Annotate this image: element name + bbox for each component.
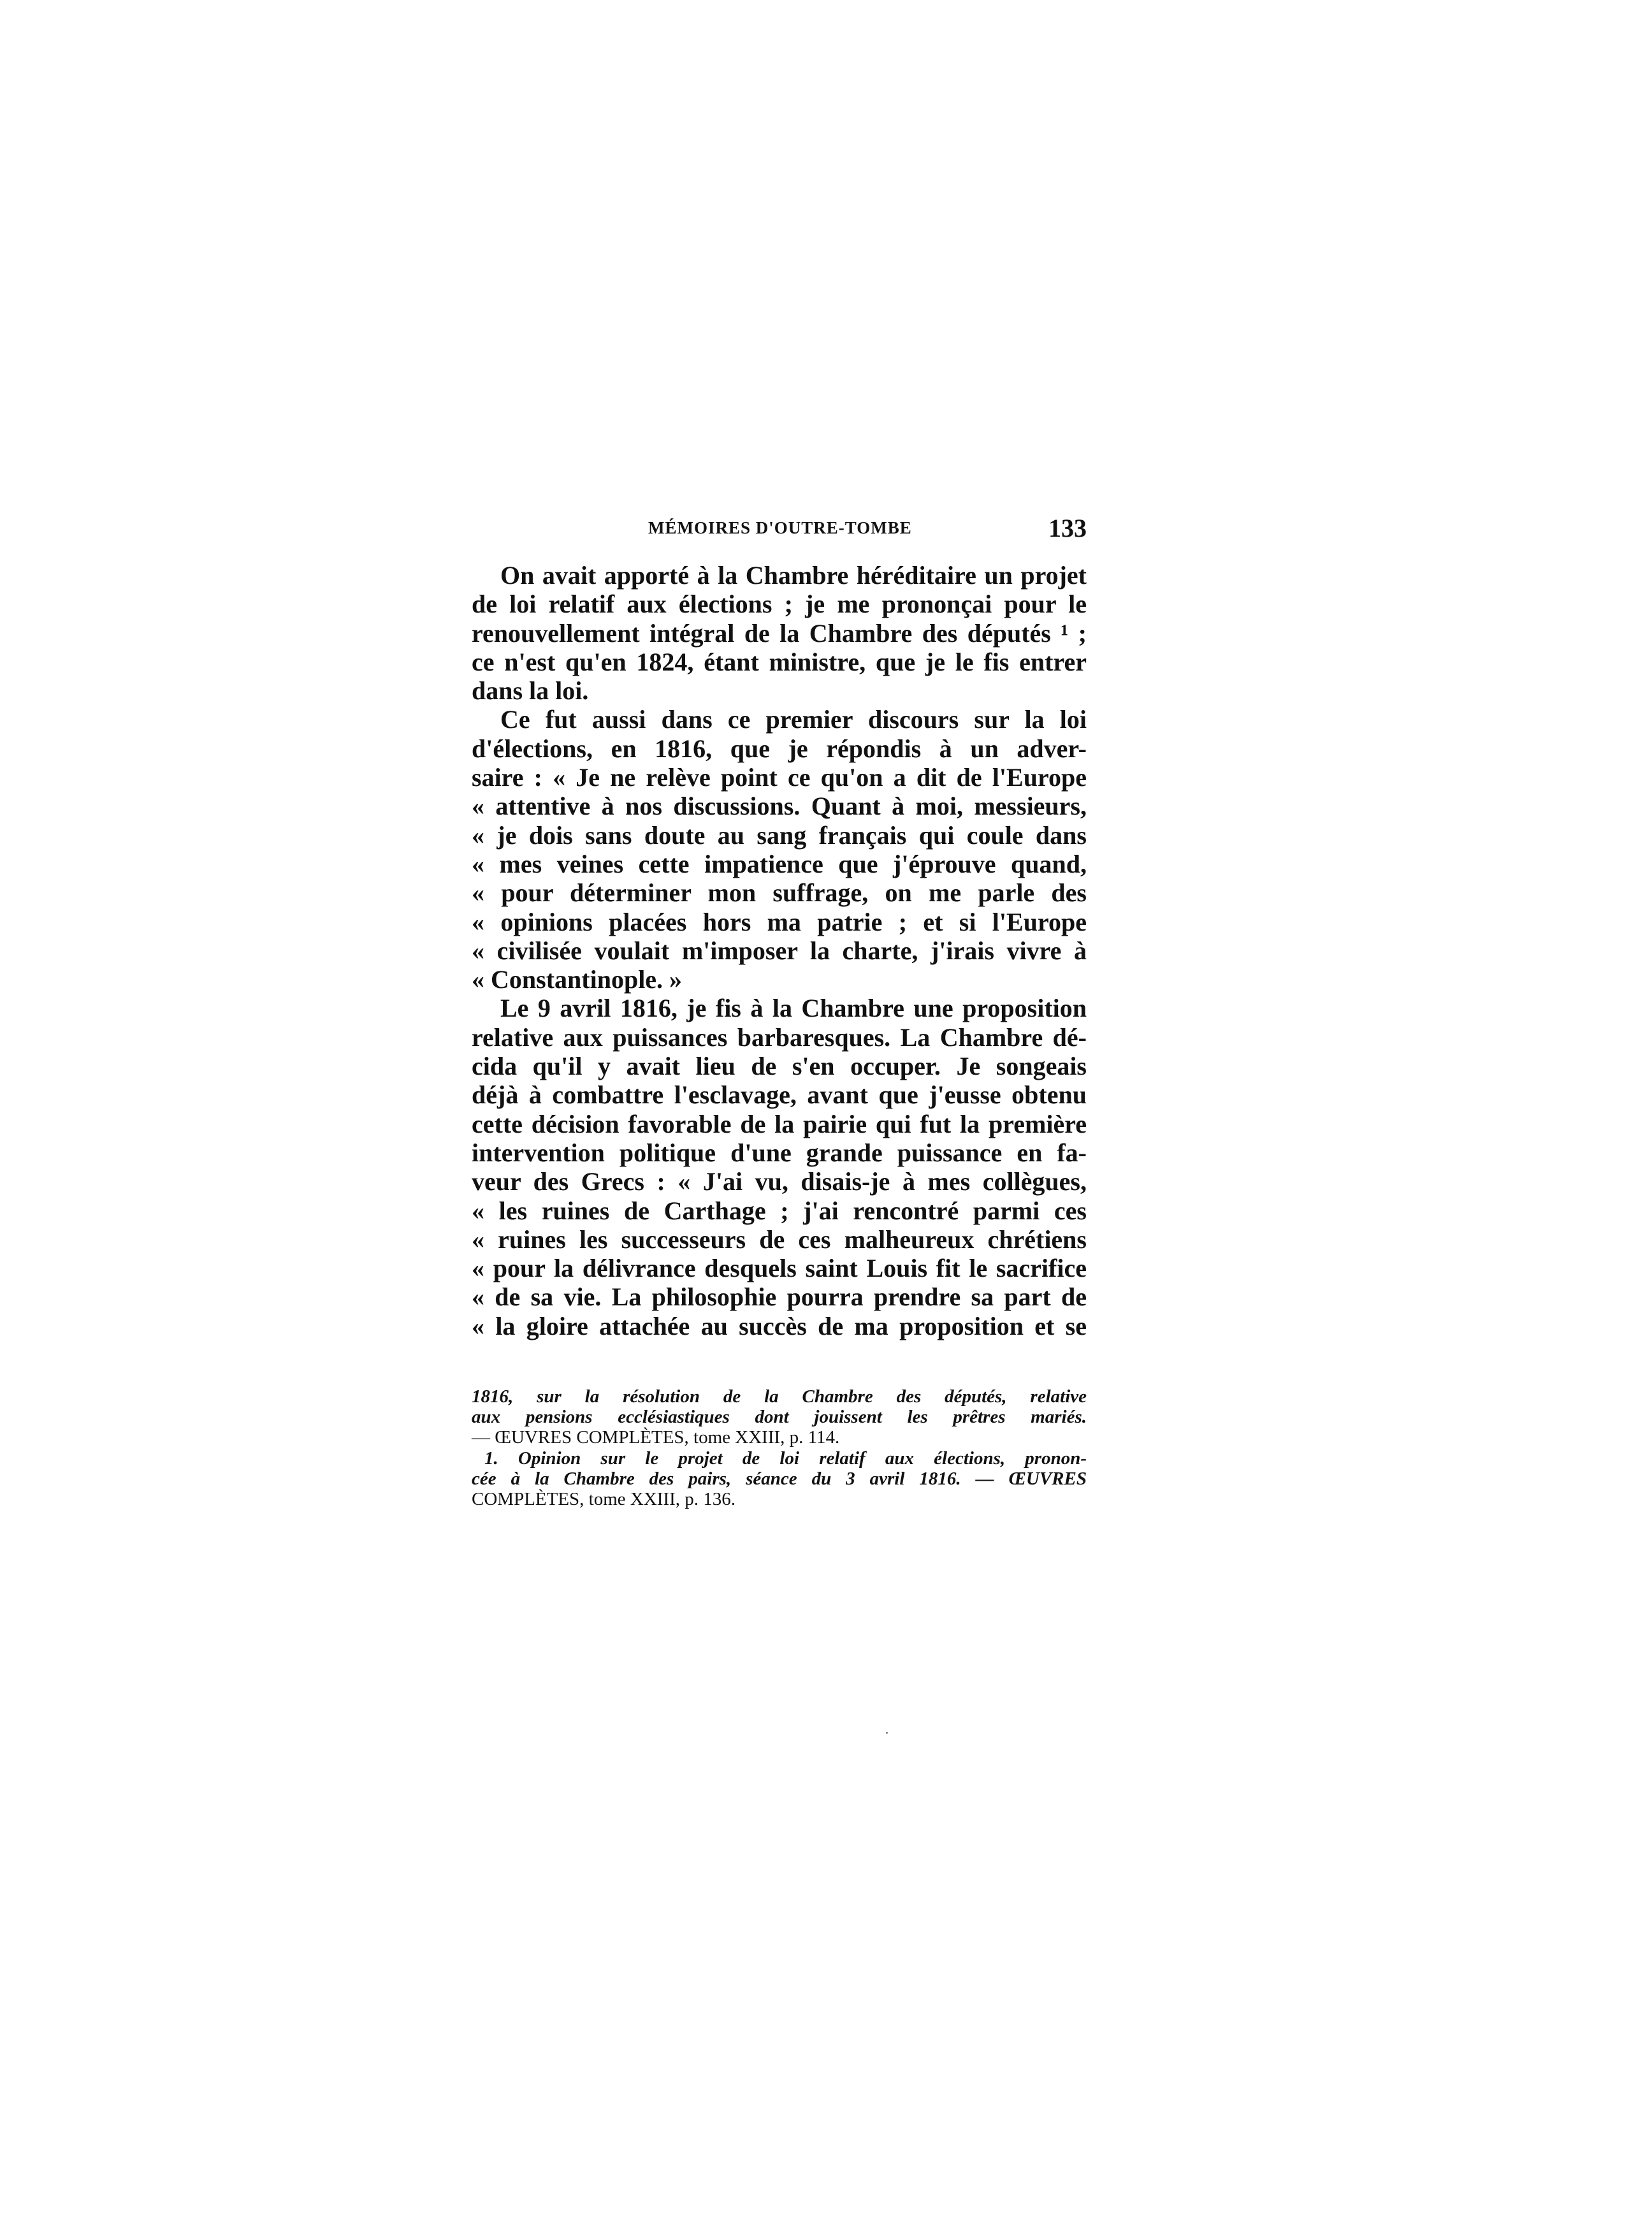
text-line: Le 9 avril 1816, je fis à la Chambre une proposition [500,994,1087,1023]
footnote-1-line: cée à la Chambre des pairs, séance du 3 avril 1816. — ŒUVRES [472,1468,1087,1489]
text-line: « je dois sans doute au sang français qui coule dans [472,820,1087,850]
text-line: « civilisée voulait m'imposer la charte, j'irais vivre à [472,936,1087,965]
text-line: veur des Grecs : « J'ai vu, disais-je à mes collègues, [472,1167,1087,1196]
footnote-line: — ŒUVRES COMPLÈTES, tome XXIII, p. 114. [472,1427,840,1448]
text-line: ce n'est qu'en 1824, étant ministre, que je le fis entrer [472,647,1087,676]
footnotes [472,1386,1087,1509]
text-line: « mes veines cette impatience que j'éprouve quand, [472,849,1087,878]
text-line: « les ruines de Carthage ; j'ai rencontré parmi ces [472,1196,1087,1225]
text-line: On avait apporté à la Chambre héréditaire un projet [500,561,1087,590]
text-line: saire : « Je ne relève point ce qu'on a dit de l'Europe [472,763,1087,792]
text-line: « pour déterminer mon suffrage, on me parle des [472,878,1087,908]
text-line: de loi relatif aux élections ; je me prononçai pour le [472,590,1087,619]
page-number: 133 [1048,514,1087,542]
footnote-1-line: 1. Opinion sur le projet de loi relatif aux élections, pronon- [484,1448,1087,1469]
text-line: d'élections, en 1816, que je répondis à un adver- [472,734,1087,763]
text-line: « opinions placées hors ma patrie ; et si l'Europe [472,907,1087,936]
text-line: intervention politique d'une grande puissance en fa- [472,1138,1087,1167]
page-header [472,513,1087,545]
text-line: dans la loi. [472,676,589,706]
text-line: cida qu'il y avait lieu de s'en occuper. Je songeais [472,1052,1087,1081]
text-line: renouvellement intégral de la Chambre des députés ¹ ; [472,618,1087,648]
text-line: relative aux puissances barbaresques. La Chambre dé- [472,1022,1087,1052]
speck-mark [886,1732,888,1734]
text-line: « la gloire attachée au succès de ma proposition et se [472,1311,1087,1340]
text-line: « de sa vie. La philosophie pourra prendre sa part de [472,1282,1087,1312]
footnote-line: 1816, sur la résolution de la Chambre des députés, relative [472,1386,1087,1407]
text-line: « attentive à nos discussions. Quant à moi, messieurs, [472,792,1087,821]
text-line: « Constantinople. » [472,965,683,994]
footnote-1-line: COMPLÈTES, tome XXIII, p. 136. [472,1488,736,1509]
text-line: « ruines les successeurs de ces malheureux chrétiens [472,1224,1087,1254]
text-line: Ce fut aussi dans ce premier discours sur la loi [500,705,1087,734]
text-line: cette décision favorable de la pairie qui fut la première [472,1109,1087,1138]
footnote-line: aux pensions ecclésiastiques dont jouissent les prêtres mariés. [472,1407,1087,1428]
running-title: MÉMOIRES D'OUTRE-TOMBE [648,518,912,537]
text-line: déjà à combattre l'esclavage, avant que j'eusse obtenu [472,1080,1087,1110]
body-text [472,561,1087,1340]
text-line: « pour la délivrance desquels saint Louis fit le sacrifice [472,1254,1087,1283]
